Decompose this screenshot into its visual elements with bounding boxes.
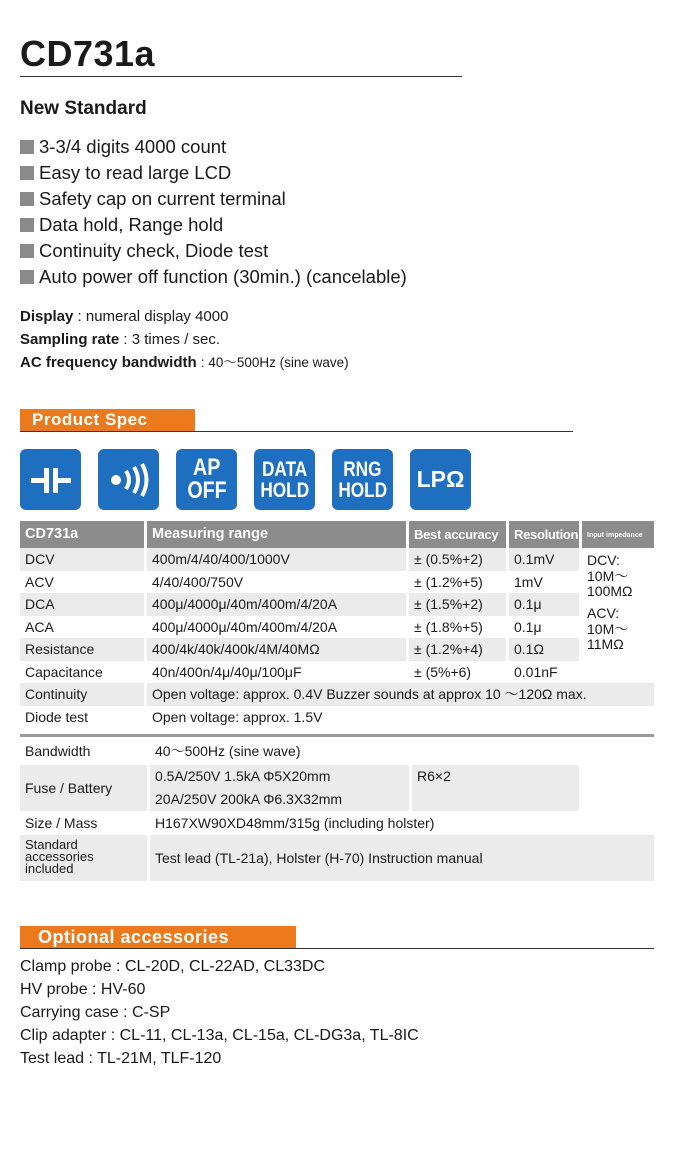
- spec-table: [20, 521, 654, 728]
- cell-range: 4/40/400/750V: [147, 571, 409, 594]
- display-value: : numeral display 4000: [77, 308, 229, 325]
- table-row: [20, 706, 654, 729]
- data-hold-icon: DATA HOLD: [254, 449, 315, 510]
- table-row: [20, 638, 654, 661]
- cell-resolution: 0.1mV: [509, 548, 582, 571]
- lpo-icon: LPΩ: [410, 449, 471, 510]
- product-spec-heading: Product Spec: [20, 409, 195, 431]
- sampling-value: : 3 times / sec.: [123, 331, 221, 348]
- general-spec: [20, 734, 654, 881]
- cell-function: Diode test: [20, 706, 147, 729]
- cell-range: 40n/400n/4μ/40μ/100μF: [147, 661, 409, 684]
- ac-bandwidth-value: : 40～500Hz (sine wave): [200, 355, 349, 370]
- table-row: [20, 571, 654, 594]
- table-header-row: [20, 521, 654, 548]
- list-item: Safety cap on current terminal: [20, 186, 407, 212]
- product-subtitle: New Standard: [20, 98, 147, 119]
- bullet-square-icon: [20, 166, 34, 180]
- feature-icons: [20, 449, 471, 510]
- bullet-square-icon: [20, 218, 34, 232]
- list-item: Clip adapter : CL-11, CL-13a, CL-15a, CL-DG3a, TL-8IC: [20, 1027, 419, 1044]
- cell-label: Fuse / Battery: [20, 765, 147, 811]
- list-item: Clamp probe : CL-20D, CL-22AD, CL33DC: [20, 958, 326, 975]
- cell-function: DCV: [20, 548, 147, 571]
- column-header: CD731a: [20, 521, 147, 548]
- cell-diode-value: Open voltage: approx. 1.5V: [152, 708, 323, 725]
- list-item: 3-3/4 digits 4000 count: [20, 134, 407, 160]
- list-item: Carrying case : C-SP: [20, 1004, 171, 1021]
- key-parameters: [20, 305, 349, 374]
- bullet-square-icon: [20, 244, 34, 258]
- cell-range: 400/4k/40k/400k/4M/40MΩ: [147, 638, 409, 661]
- cell-battery: R6×2: [412, 765, 579, 811]
- sampling-label: Sampling rate: [20, 331, 120, 348]
- cell-resolution: 1mV: [509, 571, 582, 594]
- table-row: [20, 616, 654, 639]
- cell-range: 400μ/4000μ/40m/400m/4/20A: [147, 593, 409, 616]
- table-row: [20, 737, 654, 765]
- feature-list: [20, 134, 407, 290]
- cell-accuracy: ± (1.2%+5): [409, 571, 509, 594]
- bullet-square-icon: [20, 140, 34, 154]
- cell-value: 0.5A/250V 1.5kA Φ5X20mm 20A/250V 200kA Φ6.3X32mm: [150, 765, 409, 811]
- ac-bandwidth-label: AC frequency bandwidth: [20, 354, 197, 371]
- list-item: Auto power off function (30min.) (cancelable): [20, 264, 407, 290]
- cell-accuracy: ± (0.5%+2): [409, 548, 509, 571]
- cell-input-impedance: DCV: 10M～100MΩ ACV: 10M～11MΩ: [582, 548, 654, 683]
- table-row: [20, 765, 654, 811]
- table-row: [20, 811, 654, 835]
- optional-accessories-list: [20, 955, 419, 1070]
- cell-function: Resistance: [20, 638, 147, 661]
- bullet-square-icon: [20, 192, 34, 206]
- cell-range: 400μ/4000μ/40m/400m/4/20A: [147, 616, 409, 639]
- cell-resolution: 0.1μ: [509, 616, 582, 639]
- cell-value: Test lead (TL-21a), Holster (H-70) Instruction manual: [150, 835, 654, 881]
- product-title: CD731a: [20, 33, 156, 74]
- column-header: Best accuracy: [409, 521, 509, 548]
- table-row: [20, 593, 654, 616]
- list-item: Easy to read large LCD: [20, 160, 407, 186]
- cell-label: Size / Mass: [25, 815, 98, 831]
- cell-value: 40～500Hz (sine wave): [155, 743, 301, 759]
- cell-label: Bandwidth: [25, 743, 91, 759]
- table-row: [20, 548, 654, 571]
- capacitor-icon: [20, 449, 81, 510]
- table-row: [20, 661, 654, 684]
- cell-function: DCA: [20, 593, 147, 616]
- cell-accuracy: ± (1.2%+4): [409, 638, 509, 661]
- cell-resolution: 0.1Ω: [509, 638, 582, 661]
- buzzer-icon: [98, 449, 159, 510]
- cell-continuity-value: Open voltage: approx. 0.4V Buzzer sounds at approx 10 ～120Ω max.: [147, 683, 654, 706]
- cell-accuracy: ± (1.8%+5): [409, 616, 509, 639]
- cell-resolution: 0.1μ: [509, 593, 582, 616]
- bullet-square-icon: [20, 270, 34, 284]
- list-item: Test lead : TL-21M, TLF-120: [20, 1050, 222, 1067]
- optional-divider: [20, 948, 654, 949]
- cell-value: H167XW90XD48mm/315g (including holster): [155, 815, 435, 831]
- optional-accessories-heading: Optional accessories: [20, 926, 296, 949]
- list-item: Data hold, Range hold: [20, 212, 407, 238]
- ap-off-icon: AP OFF: [176, 449, 237, 510]
- cell-resolution: 0.01nF: [509, 661, 582, 684]
- list-item: HV probe : HV-60: [20, 981, 146, 998]
- spec-divider: [20, 431, 573, 432]
- cell-label: Standard accessories included: [20, 835, 147, 881]
- cell-function: Continuity: [20, 683, 147, 706]
- range-hold-icon: RNG HOLD: [332, 449, 393, 510]
- table-row: [20, 683, 654, 706]
- cell-function: ACA: [20, 616, 147, 639]
- cell-range: 400m/4/40/400/1000V: [147, 548, 409, 571]
- column-header: Resolution: [509, 521, 582, 548]
- column-header: Input impedance: [582, 521, 654, 548]
- cell-function: Capacitance: [20, 661, 147, 684]
- display-label: Display: [20, 308, 74, 325]
- cell-function: ACV: [20, 571, 147, 594]
- list-item: Continuity check, Diode test: [20, 238, 407, 264]
- column-header: Measuring range: [147, 521, 409, 548]
- cell-accuracy: ± (5%+6): [409, 661, 509, 684]
- cell-accuracy: ± (1.5%+2): [409, 593, 509, 616]
- table-row: [20, 835, 654, 881]
- title-divider: [20, 76, 462, 77]
